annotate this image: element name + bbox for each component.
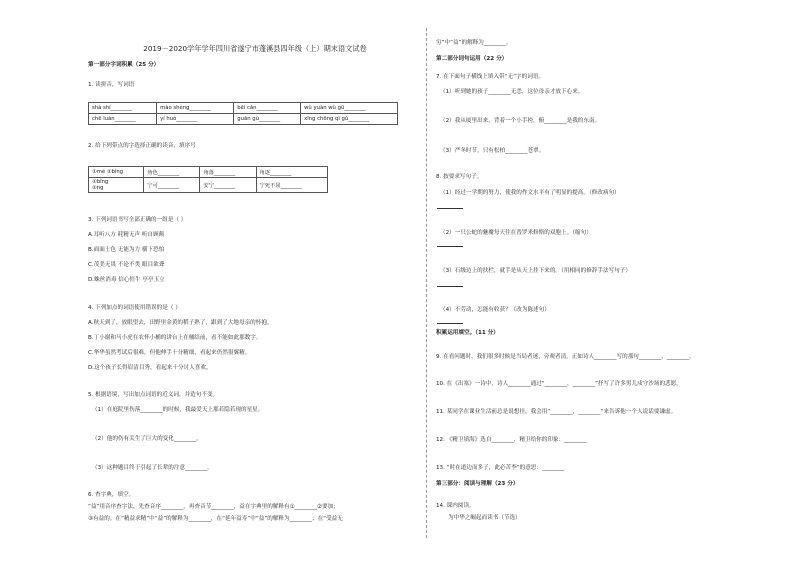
sub-question: （3）这种题目终于引起了长辈的注意________。: [92, 465, 214, 471]
question-6: 6. 查字典，填空。: [88, 492, 135, 498]
question-7: 7. 在下面句子横线上填入带“无”字的词语。: [436, 74, 545, 80]
table-row: [89, 114, 398, 125]
sub-question: （1）听到她的孩子________无恙，这位母亲才放下心来。: [440, 89, 584, 95]
table-row: [89, 103, 398, 114]
table-cell: ①bǐng ②ng: [89, 178, 144, 193]
sub-question: （1）经过一学期的努力，使我的作文水平有了明显的提高。（修改病句）: [440, 190, 620, 196]
table-cell: ①mé ②bìng: [89, 167, 144, 178]
section-heading-4: 第三部分：阅读与理解（23 分）: [436, 481, 519, 487]
answer-line: [437, 323, 463, 324]
question-13: 13. “时在道边而多子，此必苦李”的意思：________: [436, 465, 565, 471]
sub-question: （3）石级边上的扶栏，就手是从天上挂下来的。（用相同的修辞手法写句子）: [440, 268, 631, 274]
sub-question: （4）不劳动，怎能有收获？（改为陈述句）: [440, 307, 550, 313]
option-a: A.秋天到了，放眼望去，田野里金黄的稻子熟了，跟到了大地母亲的怀抱。: [88, 320, 273, 326]
sub-question: （2）一只公蛇的魅魔每天往在普罗米修斯的双胞上。（缩句）: [440, 230, 592, 236]
question-2: 2. 给下列带点的字选择正确的读音，填序号: [88, 143, 196, 149]
table-cell: 角落________: [200, 167, 256, 178]
question-4: 4. 下列加点的词语使用错误的是（ ）: [88, 305, 181, 311]
table-row: [89, 178, 328, 193]
question-12: 12. 《精卫填海》选自________，精卫给你的印象：________: [436, 437, 587, 443]
section-heading-3: 积累运用填空。（11 分）: [436, 330, 499, 336]
passage-title: 为中华之崛起而读书（节选）: [448, 515, 521, 521]
question-5: 5. 根据语境，写出加点词语的近义词，并造句不变。: [88, 392, 219, 398]
answer-line: [437, 208, 463, 209]
table-row: [89, 167, 328, 178]
section-heading-1: 第一部分字词积累（25 分）: [88, 62, 160, 68]
page-title: 2019－2020学年学年四川省遂宁市蓬溪县四年级（上）期末语文试卷: [143, 44, 367, 53]
continued-line: 穷”中“益”的解释为________。: [436, 40, 512, 46]
table-cell: 角逐________: [256, 167, 328, 178]
option-c: C.茂美无畏 不论不类 眼目欲聋: [88, 262, 165, 268]
table-cell: 宁死不屈________: [256, 178, 328, 193]
sub-question: （1）在庭院里伤落________的时候，我最爱天上那若隐若现的星星。: [92, 407, 264, 413]
table-cell: yí huò________: [157, 114, 234, 125]
option-d: D.蛛丝消毒 信心恒牛 亭亭玉立: [88, 277, 165, 283]
option-a: A.耳听八方 耗精无声 听自顾颠: [88, 232, 165, 238]
sub-question: （2）我从厦里出来，背着一个小手挎，俯________是我的东南。: [440, 118, 601, 124]
table-cell: bēi cǎn________: [234, 103, 301, 114]
column-divider: [426, 28, 427, 538]
answer-line: [437, 286, 463, 287]
option-c: C.华华虽然考试后很难，但他伸手十分精细，看起来仍然很翼精。: [88, 350, 251, 356]
question-6-line: ③有益的。在“精益求精”中“益”的解释为________，在“延年益寿”中“益”的解释为________；在“受益无: [88, 516, 343, 522]
table-cell: 角色________: [144, 167, 200, 178]
question-3: 3. 下列词语书写全部正确的一组是（ ）: [88, 217, 187, 223]
sub-question: （2）他的伤有关生了巨大的变化________。: [92, 436, 202, 442]
table-cell: wù yuàn wù gū________: [301, 103, 398, 114]
answer-line: [437, 246, 463, 247]
question-14: 14. 课内阅读。: [436, 503, 475, 509]
option-d: D.这个孩子长得眉清目秀，看起来十分讨人喜欢。: [88, 365, 212, 371]
question-6-line: “益”用音序查字法，先查音序________，再查音节________，益在字典里的解释有①________②要加；: [88, 504, 339, 510]
question-11: 11. 某同学在课业生活前总是说想挂，我会用“________，________”来告诉他一个人说话要谦虚。: [436, 409, 677, 415]
section-heading-2: 第二部分词句运用（22 分）: [436, 56, 508, 62]
table-cell: chē luàn________: [89, 114, 157, 125]
table-cell: shà shí________: [89, 103, 157, 114]
question-10: 10. 在《出塞》一诗中，诗人________通过“________，________”抒写了许多男儿戍守沙场的悲愿。: [436, 381, 682, 387]
question-8: 8. 按要求写句子。: [436, 174, 483, 180]
table-cell: guān gù________: [234, 114, 301, 125]
table-cell: mào shèng________: [157, 103, 234, 114]
option-b: B.面面土色 无能为力 横下恐怕: [88, 247, 165, 253]
table-cell: 宁可________: [144, 178, 200, 193]
sub-question: （3）严冬时节，只有松柏________苍翠。: [440, 148, 545, 154]
question-9: 9. 在看问题时，我们很多时候是当局者迷，旁观者清。正如诗人________写的那句________，________。: [436, 354, 695, 360]
table-cell: 安宁________: [200, 178, 256, 193]
table-cell: xīng chōng qì gǔ________: [301, 114, 398, 125]
option-b: B.丁小谢和马小虎在农怀小桶的讲台上在桶结前，看不能如此那数字。: [88, 335, 262, 341]
pinyin-table: [88, 102, 398, 125]
reading-table: [88, 166, 328, 193]
question-1: 1. 读拼音，写词语: [88, 82, 135, 88]
